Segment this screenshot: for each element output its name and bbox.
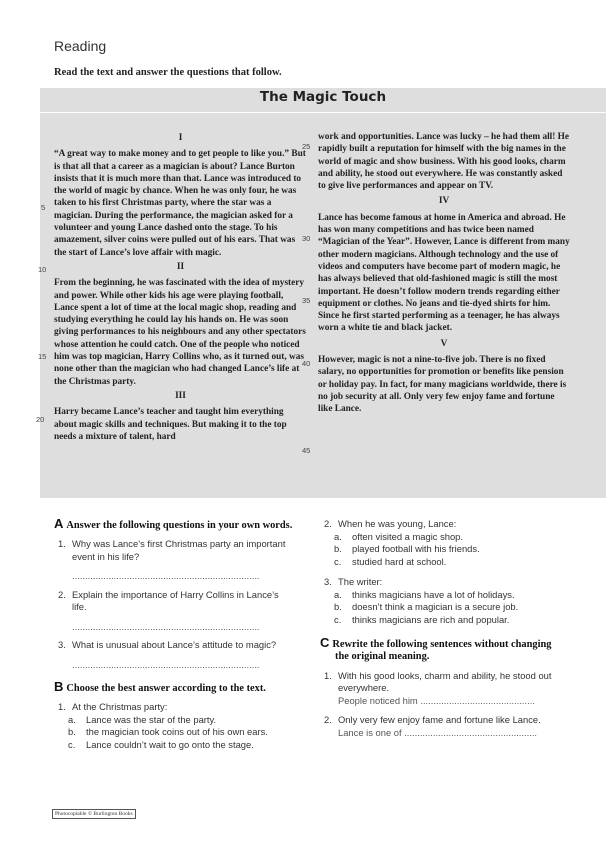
- exercise-b-heading: [54, 681, 294, 695]
- section-numeral: IV: [438, 196, 450, 207]
- question-item: [54, 701, 294, 714]
- line-number: 25: [302, 142, 311, 151]
- exercise-a-title: Answer the following questions in your own words.: [66, 520, 293, 531]
- answer-option[interactable]: [54, 739, 294, 752]
- exercise-a-heading: [54, 518, 294, 532]
- option-letter: c.: [334, 555, 342, 567]
- answer-option[interactable]: [320, 543, 552, 556]
- instruction: Read the text and answer the questions that follow.: [54, 67, 282, 78]
- exercise-letter: A: [54, 516, 64, 531]
- exercise-letter: B: [54, 679, 64, 694]
- reading-passage-box: [36, 88, 606, 498]
- option-letter: b.: [334, 601, 342, 613]
- line-number: 5: [41, 203, 46, 212]
- question-text: When he was young, Lance:: [338, 518, 457, 529]
- answer-line[interactable]: ........................................................................: [72, 570, 260, 581]
- question-item: [54, 639, 294, 671]
- option-text: played football with his friends.: [352, 543, 480, 555]
- answer-prompt[interactable]: People noticed him ............................................: [338, 694, 535, 706]
- paragraph-4: Lance has become famous at home in America and abroad. He has won many competitions and has twice been named “Magician of the Year”. However, Lance is different from many other modern magicians. Although technology and the use of videos and computers have become part of modern magic, he has always believed that old-fashioned magic is still the most important. He doesn’t follow modern trends regarding either equipment or clothes. No jeans and tie-dyed shirts for him. Since he first started performing as a teenager, he has always worn a white tie and black jacket.: [318, 212, 570, 334]
- option-text: doesn’t think a magician is a secure job.: [352, 601, 519, 613]
- option-text: Lance was the star of the party.: [86, 713, 217, 725]
- question-item: [320, 576, 552, 589]
- option-text: the magician took coins out of his own ears.: [86, 726, 268, 738]
- answer-option[interactable]: [54, 726, 294, 739]
- option-letter: c.: [334, 613, 342, 625]
- answer-line[interactable]: ........................................................................: [72, 620, 260, 632]
- answer-option[interactable]: [320, 589, 552, 602]
- option-text: often visited a magic shop.: [352, 530, 463, 542]
- passage-left-column: [54, 130, 307, 443]
- exercise-c-heading: [320, 634, 552, 663]
- paragraph-3: Harry became Lance’s teacher and taught him everything about magic skills and techniques. But making it to the top needs a mixture of talent, hard: [54, 407, 287, 442]
- copyright-footer: Photocopiable © Burlington Books: [52, 809, 136, 819]
- question-text: Why was Lance’s first Christmas party an important event in his life?: [72, 538, 286, 562]
- page-header: Reading: [54, 38, 107, 54]
- question-number: 2.: [58, 588, 66, 600]
- paragraph-3-continued: work and opportunities. Lance was lucky – he had them all! He rapidly built a reputation for himself with the big names in the world of magic and show business. With his good looks, charm and ability, he stood out everywhere. He was constantly asked to give live performances and appear on TV.: [318, 132, 570, 192]
- question-number: 3.: [324, 576, 332, 588]
- exercises-right-column: [320, 518, 552, 739]
- option-letter: a.: [68, 713, 76, 725]
- paragraph-1: “A great way to make money and to get people to like you.” But is that all that a career as a magician is about? Lance Burton insists that it is much more than that. Lance was introduced to the world of magic by chance. When he was only four, he was taken to his first Christmas party, where the star was a magician. During the performance, the magician asked for a volunteer and young Lance dashed onto the stage. To his amazement, silver coins were pulled out of his ears. That was the start of Lance’s love affair with magic.: [54, 149, 306, 258]
- option-text: Lance couldn’t wait to go onto the stage.: [86, 738, 254, 750]
- option-text: studied hard at school.: [352, 555, 447, 567]
- question-item: [320, 670, 552, 708]
- question-text: What is unusual about Lance’s attitude to magic?: [72, 639, 277, 650]
- question-text: At the Christmas party:: [72, 701, 168, 712]
- answer-option[interactable]: [320, 556, 552, 569]
- paragraph-5: However, magic is not a nine-to-five job. There is no fixed salary, no opportunities for promotion or benefits like pension or holiday pay. In fact, for many magicians worldwide, there is no job security at all. Only very few enjoy fame and fortune like Lance.: [318, 355, 567, 415]
- exercises-left-column: [54, 518, 294, 751]
- line-number: 45: [302, 446, 311, 455]
- line-number: 10: [38, 265, 47, 274]
- title-divider: [40, 112, 606, 113]
- paragraph-2: From the beginning, he was fascinated with the idea of mystery and power. While other kids his age were playing football, Lance spent a lot of time at the local magic shop, reading and studying everything he could lay his hands on. He was soon giving performances to his neighbours and any other spectators whose attention he could catch. One of the people who noticed him was top magician, Harry Collins who, as it turned out, was none other than the magician who had changed Lance’s life at the Christmas party.: [54, 278, 306, 387]
- question-number: 2.: [324, 714, 332, 726]
- passage-right-column: [318, 131, 570, 416]
- question-text: With his good looks, charm and ability, he stood out everywhere.: [338, 669, 552, 694]
- section-numeral: III: [175, 390, 186, 401]
- question-number: 3.: [58, 639, 66, 650]
- answer-option[interactable]: [320, 601, 552, 614]
- option-letter: a.: [334, 588, 342, 600]
- question-text: Explain the importance of Harry Collins in Lance’s life.: [72, 588, 279, 612]
- question-number: 1.: [58, 538, 66, 549]
- answer-option[interactable]: [320, 614, 552, 627]
- line-number: 40: [302, 359, 311, 368]
- option-text: thinks magicians have a lot of holidays.: [352, 588, 515, 600]
- exercise-c-title: Rewrite the following sentences without changing the original meaning.: [332, 638, 552, 662]
- question-text: Only very few enjoy fame and fortune like Lance.: [338, 714, 541, 726]
- passage-title: The Magic Touch: [259, 89, 387, 105]
- exercise-letter: C: [320, 634, 330, 650]
- option-letter: b.: [334, 543, 342, 555]
- option-letter: a.: [334, 530, 342, 542]
- question-number: 1.: [324, 669, 332, 681]
- answer-option[interactable]: [54, 714, 294, 727]
- answer-line[interactable]: ........................................................................: [72, 658, 260, 670]
- option-letter: b.: [68, 726, 76, 738]
- line-number: 30: [302, 234, 311, 243]
- line-number: 15: [38, 352, 47, 361]
- line-number: 20: [36, 415, 45, 424]
- question-item: [54, 538, 294, 583]
- option-text: thinks magicians are rich and popular.: [352, 613, 510, 625]
- answer-prompt[interactable]: Lance is one of ...................................................: [338, 726, 538, 738]
- question-item: [320, 518, 552, 531]
- section-numeral: V: [440, 338, 448, 349]
- exercise-b-title: Choose the best answer according to the text.: [66, 683, 266, 694]
- question-number: 1.: [58, 701, 66, 712]
- option-letter: c.: [68, 738, 76, 750]
- question-item: [320, 714, 552, 739]
- question-text: The writer:: [338, 576, 383, 588]
- question-item: [54, 589, 294, 634]
- answer-option[interactable]: [320, 531, 552, 544]
- question-number: 2.: [324, 518, 332, 529]
- section-numeral: II: [176, 261, 185, 272]
- line-number: 35: [302, 296, 311, 305]
- section-numeral: I: [178, 133, 183, 143]
